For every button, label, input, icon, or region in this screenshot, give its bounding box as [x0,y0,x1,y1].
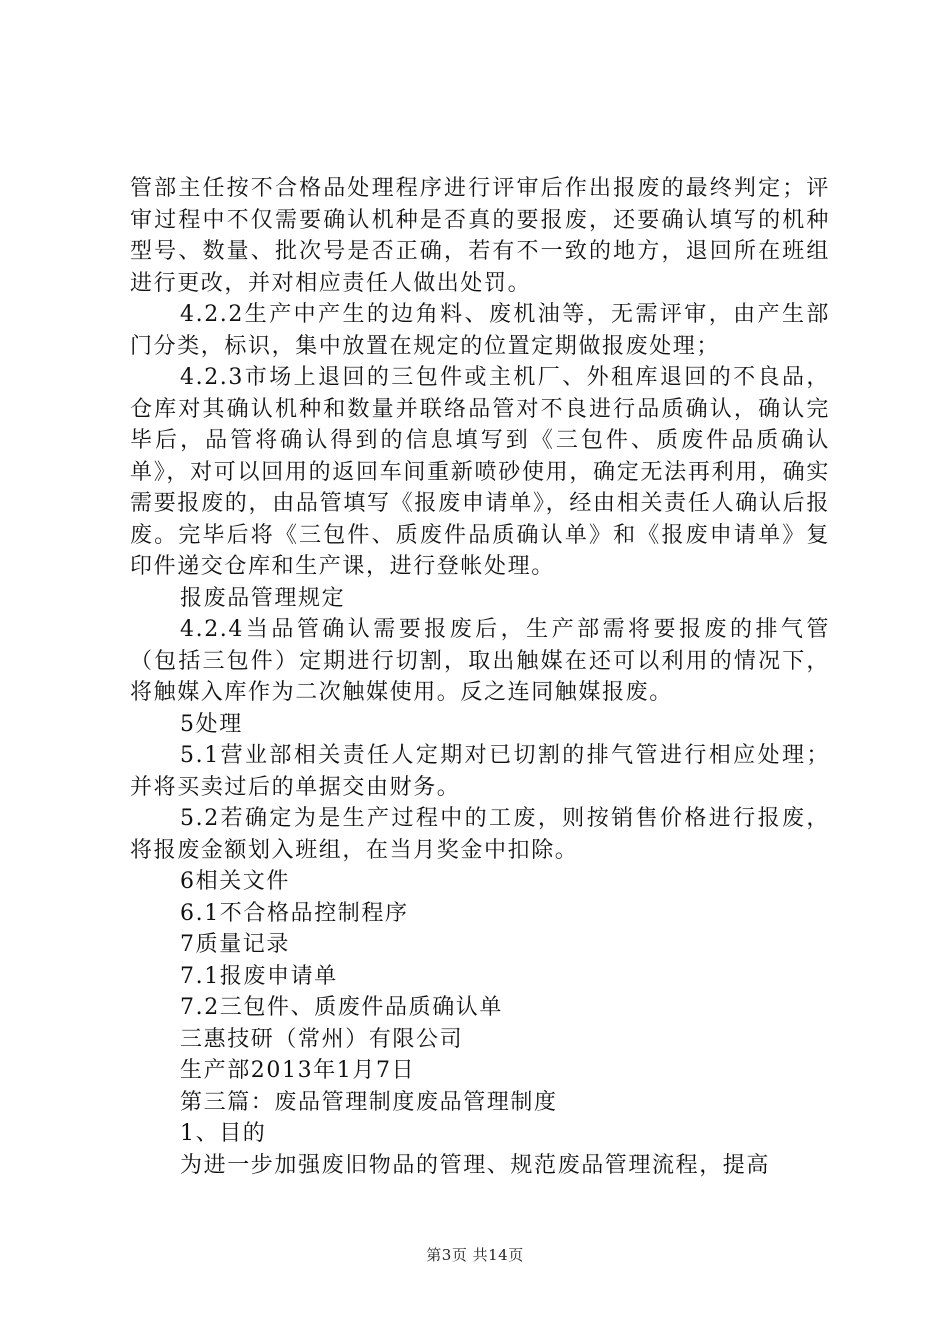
section-heading-7: 7质量记录 [180,932,290,957]
page-footer: 第3页 共14页 [426,1246,524,1264]
paragraph-4-2-4: 4.2.4当品管确认需要报废后，生产部需将要报废的排气管（包括三包件）定期进行切割，取出触媒在还可以利用的情况下，将触媒入库作为二次触媒使用。反之连同触媒报废。 [130,617,830,705]
paragraph-4-2-3: 4.2.3市场上退回的三包件或主机厂、外租库退回的不良品，仓库对其确认机种和数量并联络品管对不良进行品质确认，确认完毕后，品管将确认得到的信息填写到《三包件、质废件品质确认单》，对可以回用的返回车间重新喷砂使用，确定无法再利用，确实需要报废的，由品管填写《报废申请单》，经由相关责任人确认后报废。完毕后将《三包件、质废件品质确认单》和《报废申请单》复印件递交仓库和生产课，进行登帐处理。 [130,365,830,579]
list-item-6-1: 6.1不合格品控制程序 [180,900,409,926]
company-name: 三惠技研（常州）有限公司 [180,1026,464,1052]
paragraph-purpose: 为进一步加强废旧物品的管理、规范废品管理流程，提高 [180,1152,771,1178]
section-heading-6: 6相关文件 [180,869,290,894]
section-heading-scrap-rules: 报废品管理规定 [180,585,346,611]
document-body [130,173,830,1181]
paragraph-review-process: 管部主任按不合格品处理程序进行评审后作出报废的最终判定；评审过程中不仅需要确认机种是否真的要报废，还要确认填写的机种型号、数量、批次号是否正确，若有不一致的地方，退回所在班组进行更改，并对相应责任人做出处罚。 [130,176,830,296]
paragraph-5-1: 5.1营业部相关责任人定期对已切割的排气管进行相应处理；并将买卖过后的单据交由财务。 [130,743,830,800]
section-heading-5: 5处理 [180,711,243,737]
chapter-title: 第三篇：废品管理制度废品管理制度 [180,1089,558,1115]
list-item-7-1: 7.1报废申请单 [180,963,338,989]
paragraph-5-2: 5.2若确定为是生产过程中的工废，则按销售价格进行报废，将报废金额划入班组，在当月奖金中扣除。 [130,806,830,863]
paragraph-4-2-2: 4.2.2生产中产生的边角料、废机油等，无需评审，由产生部门分类，标识，集中放置在规定的位置定期做报废处理； [130,302,830,359]
department-date: 生产部2013年1月7日 [180,1058,416,1083]
section-heading-purpose: 1、目的 [180,1121,267,1146]
list-item-7-2: 7.2三包件、质废件品质确认单 [180,995,503,1020]
